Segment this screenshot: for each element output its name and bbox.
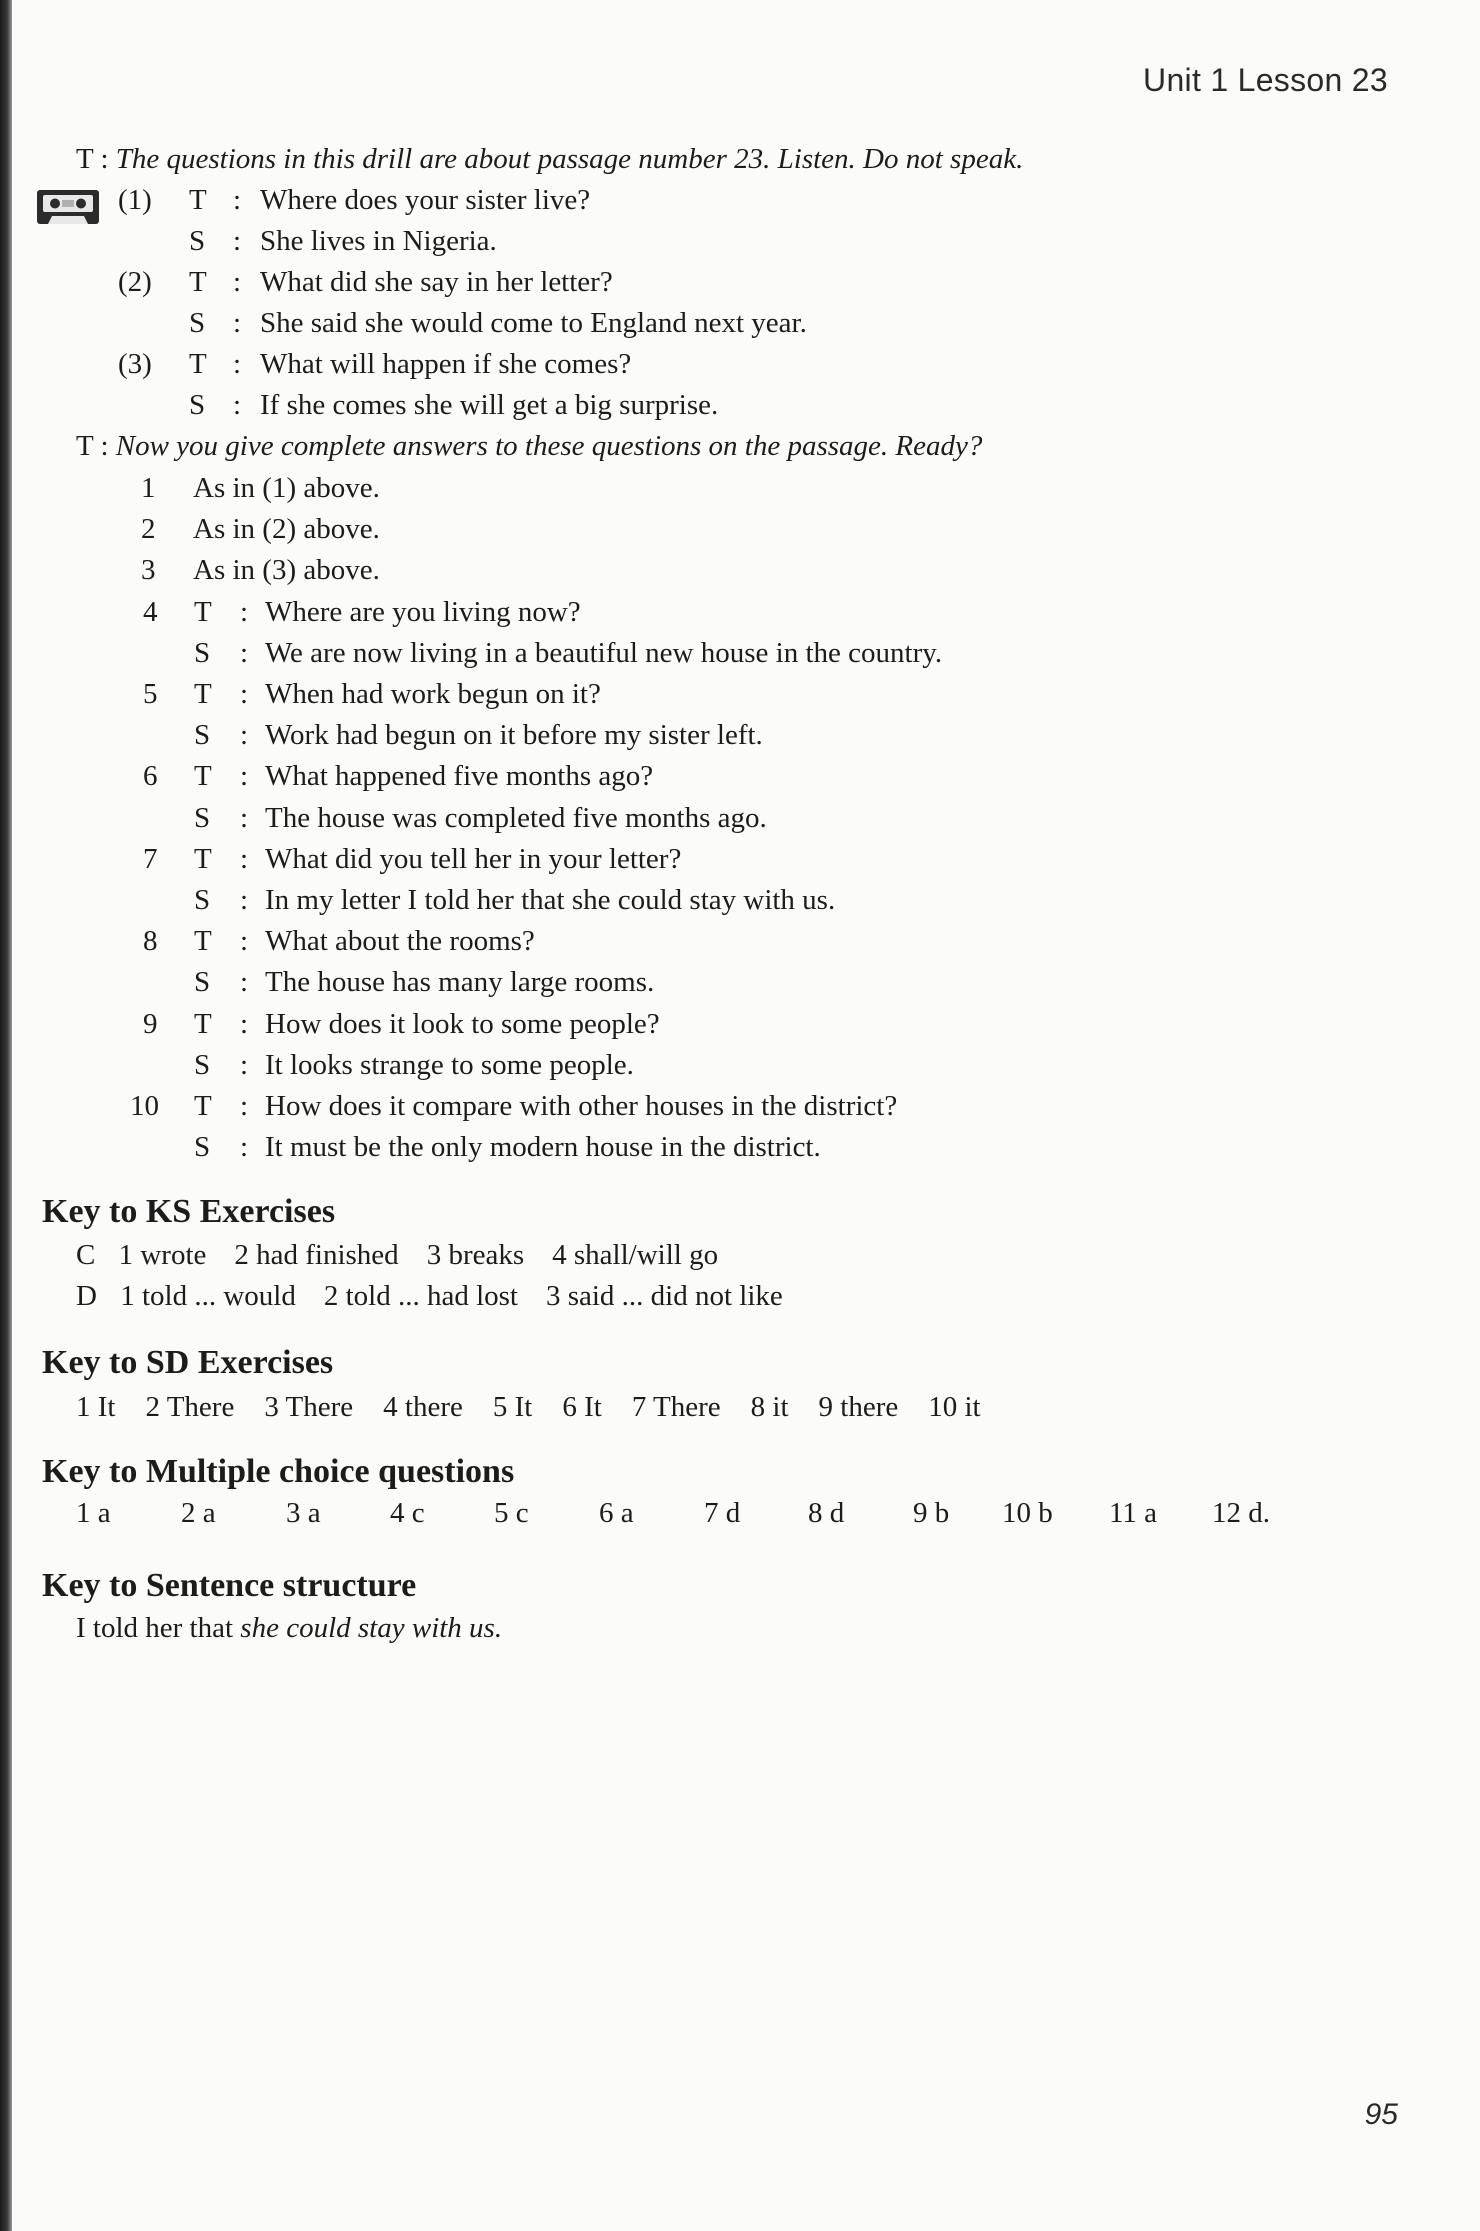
colon-separator: : xyxy=(240,802,249,834)
student-answer: We are now living in a beautiful new house in the country. xyxy=(265,637,943,669)
sd-items xyxy=(76,1390,981,1424)
answer-number: 4 xyxy=(143,596,158,628)
ks-c-items xyxy=(103,1239,718,1271)
answer-number: 2 xyxy=(141,513,156,545)
mc-item: 8 d xyxy=(808,1497,845,1529)
teacher-question: What will happen if she comes? xyxy=(260,348,632,380)
ks-d-items xyxy=(104,1280,783,1312)
colon-separator: : xyxy=(240,884,249,916)
mc-heading: Key to Multiple choice questions xyxy=(42,1453,515,1490)
answer-number: 3 xyxy=(141,554,156,586)
colon-separator: : xyxy=(233,266,242,298)
mc-item: 2 a xyxy=(181,1497,216,1529)
sd-item: 1 It xyxy=(76,1391,116,1423)
student-label: S xyxy=(189,389,206,421)
unit-lesson-header: Unit 1 Lesson 23 xyxy=(1143,62,1388,98)
answer-text: As in (3) above. xyxy=(193,554,380,586)
ss-answer xyxy=(76,1611,502,1645)
ks-d-item: 3 said ... did not like xyxy=(545,1280,783,1312)
colon-separator: : xyxy=(240,1131,249,1163)
drill-instruction-2 xyxy=(76,429,982,463)
ss-answer-plain: I told her that xyxy=(76,1612,241,1644)
ss-answer-italic: she could stay with us. xyxy=(240,1612,503,1644)
colon-separator: : xyxy=(233,184,242,216)
answer-number: 7 xyxy=(143,843,158,875)
student-label: S xyxy=(189,225,206,257)
colon-separator: : xyxy=(240,1008,249,1040)
colon-separator: : xyxy=(240,637,249,669)
answer-number: 9 xyxy=(143,1008,158,1040)
sd-item: 6 It xyxy=(562,1391,602,1423)
teacher-prefix: T : xyxy=(76,430,116,462)
teacher-question: What about the rooms? xyxy=(265,925,535,957)
colon-separator: : xyxy=(233,307,242,339)
page-binding-edge xyxy=(0,0,12,2231)
drill-item-number: (3) xyxy=(118,348,152,380)
cassette-icon xyxy=(36,189,100,225)
student-answer: The house has many large rooms. xyxy=(265,966,655,998)
teacher-question: What did you tell her in your letter? xyxy=(265,843,682,875)
answer-number: 1 xyxy=(141,472,156,504)
teacher-label: T xyxy=(194,1090,212,1122)
student-label: S xyxy=(194,637,211,669)
teacher-label: T xyxy=(189,348,207,380)
sd-item: 2 There xyxy=(145,1391,235,1423)
mc-item: 10 b xyxy=(1002,1497,1053,1529)
colon-separator: : xyxy=(240,596,249,628)
colon-separator: : xyxy=(233,389,242,421)
colon-separator: : xyxy=(240,1090,249,1122)
colon-separator: : xyxy=(233,348,242,380)
mc-item: 5 c xyxy=(494,1497,529,1529)
sd-item: 5 It xyxy=(492,1391,533,1423)
mc-item: 12 d. xyxy=(1212,1497,1270,1529)
ks-d-item: 2 told ... had lost xyxy=(323,1280,518,1312)
mc-item: 9 b xyxy=(913,1497,950,1529)
teacher-label: T xyxy=(194,843,212,875)
answer-number: 10 xyxy=(130,1090,159,1122)
teacher-prefix: T : xyxy=(76,143,116,175)
teacher-question: What happened five months ago? xyxy=(265,760,654,792)
mc-item: 4 c xyxy=(390,1497,425,1529)
colon-separator: : xyxy=(240,678,249,710)
mc-item: 6 a xyxy=(599,1497,634,1529)
drill-instruction-text: Now you give complete answers to these questions on the passage. Ready? xyxy=(115,430,983,462)
teacher-question: How does it compare with other houses in the district? xyxy=(265,1090,898,1122)
sd-item: 3 There xyxy=(264,1391,354,1423)
answer-number: 8 xyxy=(143,925,158,957)
student-answer: She said she would come to England next year. xyxy=(260,307,807,339)
student-label: S xyxy=(194,1131,211,1163)
page-number: 95 xyxy=(1364,2098,1398,2131)
sd-item: 4 there xyxy=(383,1391,463,1423)
teacher-label: T xyxy=(189,184,207,216)
ks-d-line xyxy=(76,1279,783,1313)
answer-text: As in (1) above. xyxy=(193,472,380,504)
teacher-label: T xyxy=(194,760,212,792)
student-answer: Work had begun on it before my sister left. xyxy=(265,719,763,751)
student-label: S xyxy=(189,307,206,339)
sd-item: 7 There xyxy=(631,1391,721,1423)
teacher-label: T xyxy=(194,925,212,957)
sd-item: 8 it xyxy=(750,1391,789,1423)
teacher-label: T xyxy=(189,266,207,298)
teacher-question: Where does your sister live? xyxy=(260,184,591,216)
mc-item: 1 a xyxy=(76,1497,111,1529)
ks-heading: Key to KS Exercises xyxy=(42,1193,336,1230)
teacher-label: T xyxy=(194,1008,212,1040)
colon-separator: : xyxy=(240,843,249,875)
colon-separator: : xyxy=(240,966,249,998)
drill-item-number: (1) xyxy=(118,184,152,216)
drill-item-number: (2) xyxy=(118,266,152,298)
teacher-question: Where are you living now? xyxy=(265,596,581,628)
colon-separator: : xyxy=(240,719,249,751)
student-label: S xyxy=(194,966,211,998)
ks-c-label: C xyxy=(76,1239,96,1271)
sd-heading: Key to SD Exercises xyxy=(42,1344,334,1381)
ks-c-item: 4 shall/will go xyxy=(552,1239,719,1271)
answer-number: 5 xyxy=(143,678,158,710)
colon-separator: : xyxy=(240,1049,249,1081)
teacher-question: What did she say in her letter? xyxy=(260,266,613,298)
colon-separator: : xyxy=(240,760,249,792)
student-answer: In my letter I told her that she could stay with us. xyxy=(265,884,836,916)
mc-item: 3 a xyxy=(286,1497,321,1529)
ks-c-item: 2 had finished xyxy=(234,1239,399,1271)
drill-instruction-text: The questions in this drill are about passage number 23. Listen. Do not speak. xyxy=(115,143,1024,175)
student-answer: The house was completed five months ago. xyxy=(265,802,767,834)
ks-d-label: D xyxy=(76,1280,97,1312)
teacher-question: When had work begun on it? xyxy=(265,678,601,710)
ks-c-line xyxy=(76,1238,718,1272)
answer-text: As in (2) above. xyxy=(193,513,380,545)
teacher-label: T xyxy=(194,596,212,628)
teacher-question: How does it look to some people? xyxy=(265,1008,660,1040)
drill-instruction-1 xyxy=(76,142,1023,176)
mc-item: 7 d xyxy=(704,1497,741,1529)
ks-c-item: 3 breaks xyxy=(426,1239,525,1271)
sd-item: 9 there xyxy=(818,1391,899,1423)
student-label: S xyxy=(194,719,211,751)
student-answer: She lives in Nigeria. xyxy=(260,225,497,257)
student-label: S xyxy=(194,884,211,916)
student-answer: If she comes she will get a big surprise. xyxy=(260,389,719,421)
teacher-label: T xyxy=(194,678,212,710)
colon-separator: : xyxy=(233,225,242,257)
ss-heading: Key to Sentence structure xyxy=(42,1567,417,1604)
answer-number: 6 xyxy=(143,760,158,792)
ks-d-item: 1 told ... would xyxy=(120,1280,296,1312)
student-label: S xyxy=(194,1049,211,1081)
student-answer: It looks strange to some people. xyxy=(265,1049,634,1081)
mc-item: 11 a xyxy=(1109,1497,1158,1529)
sd-item: 10 it xyxy=(928,1391,981,1423)
ks-c-item: 1 wrote xyxy=(118,1239,207,1271)
student-label: S xyxy=(194,802,211,834)
colon-separator: : xyxy=(240,925,249,957)
student-answer: It must be the only modern house in the district. xyxy=(265,1131,821,1163)
